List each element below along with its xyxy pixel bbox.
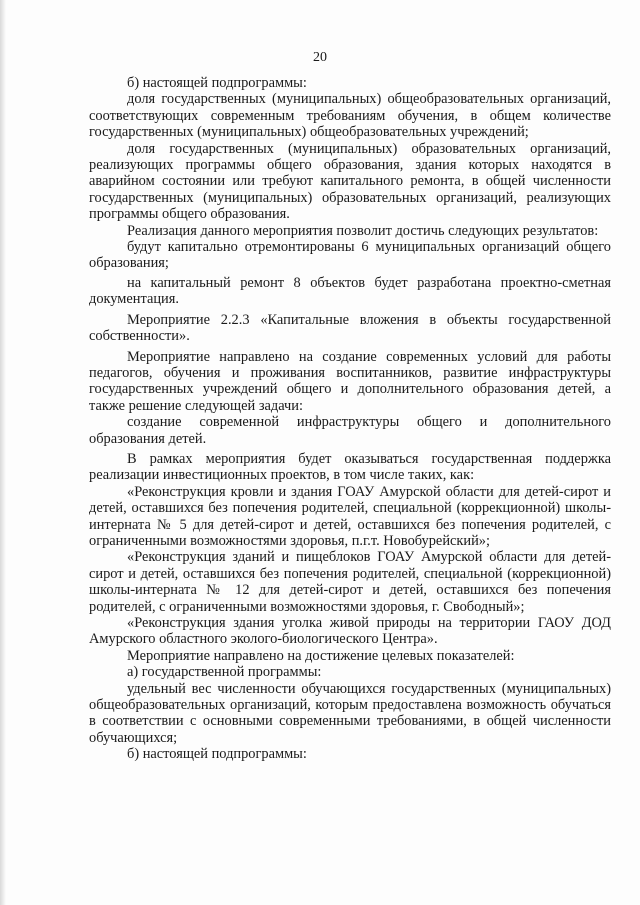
paragraph-target-indicators: Мероприятие направлено на достижение целевых показателей: — [127, 647, 515, 664]
paragraph-state-program-heading: а) государственной программы: — [127, 664, 322, 681]
paragraph-subprogram-heading-1: б) настоящей подпрограммы: — [127, 75, 307, 91]
paragraph-task: создание современной инфраструктуры общего и дополнительного образования детей. — [89, 414, 611, 447]
paragraph-expected-results: Реализация данного мероприятия позволит достичь следующих результатов: — [127, 222, 599, 239]
paragraph-subprogram-heading-2: б) настоящей подпрограммы: — [127, 746, 307, 763]
paragraph-measure-purpose: Мероприятие направлено на создание современных условий для работы педагогов, обучения и проживания воспитанников, развитие инфраструктуры государственных учреждений общего и дополнительного образования детей, а также решение следующей задачи: — [89, 348, 611, 414]
paragraph-project-school-5: «Реконструкция кровли и здания ГОАУ Амурской области для детей-сирот и детей, оставшихся без попечения родителей, специальной (коррекционной) школы-интерната № 5 для детей-сирот и детей, оставшихся без попечения родителей, с ограниченными возможностями здоровья, п.г.т. Новобурейский»; — [89, 483, 611, 549]
body-text — [89, 75, 611, 763]
scan-edge-shadow — [0, 0, 6, 905]
paragraph-measure-title: Мероприятие 2.2.3 «Капитальные вложения в объекты государственной собственности». — [89, 311, 611, 345]
paragraph-indicator-modern-requirements: доля государственных (муниципальных) общеобразовательных организаций, соответствующих современным требованиям обучения, в общем количестве государственных (муниципальных) общеобразовательных учреждений; — [89, 91, 611, 141]
paragraph-capital-repair: будут капитально отремонтированы 6 муниципальных организаций общего образования; — [89, 239, 611, 272]
paragraph-project-nature-corner: «Реконструкция здания уголка живой природы на территории ГАОУ ДОД Амурского областного эколого-биологического Центра». — [89, 615, 611, 648]
paragraph-indicator-students-share: удельный вес численности обучающихся государственных (муниципальных) общеобразовательных организаций, которым предоставлена возможность обучаться в соответствии с основными современными требованиями, в общей численности обучающихся; — [89, 680, 611, 746]
paragraph-design-documentation: на капитальный ремонт 8 объектов будет разработана проектно-сметная документация. — [89, 274, 611, 308]
paragraph-project-school-12: «Реконструкция зданий и пищеблоков ГОАУ Амурской области для детей-сирот и детей, оставшихся без попечения родителей, специальной (коррекционной) школы-интерната № 12 для детей-сирот и детей, оставшихся без попечения родителей, с ограниченными возможностями здоровья, г. Свободный»; — [89, 549, 611, 615]
paragraph-investment-support: В рамках мероприятия будет оказываться государственная поддержка реализации инвестиционных проектов, в том числе таких, как: — [89, 450, 611, 484]
page-number: 20 — [313, 50, 327, 65]
paragraph-indicator-emergency-buildings: доля государственных (муниципальных) образовательных организаций, реализующих программы общего образования, здания которых находятся в аварийном состоянии или требуют капитального ремонта, в общей численности государственных (муниципальных) образовательных организаций, реализующих программы общего образования. — [89, 140, 611, 223]
